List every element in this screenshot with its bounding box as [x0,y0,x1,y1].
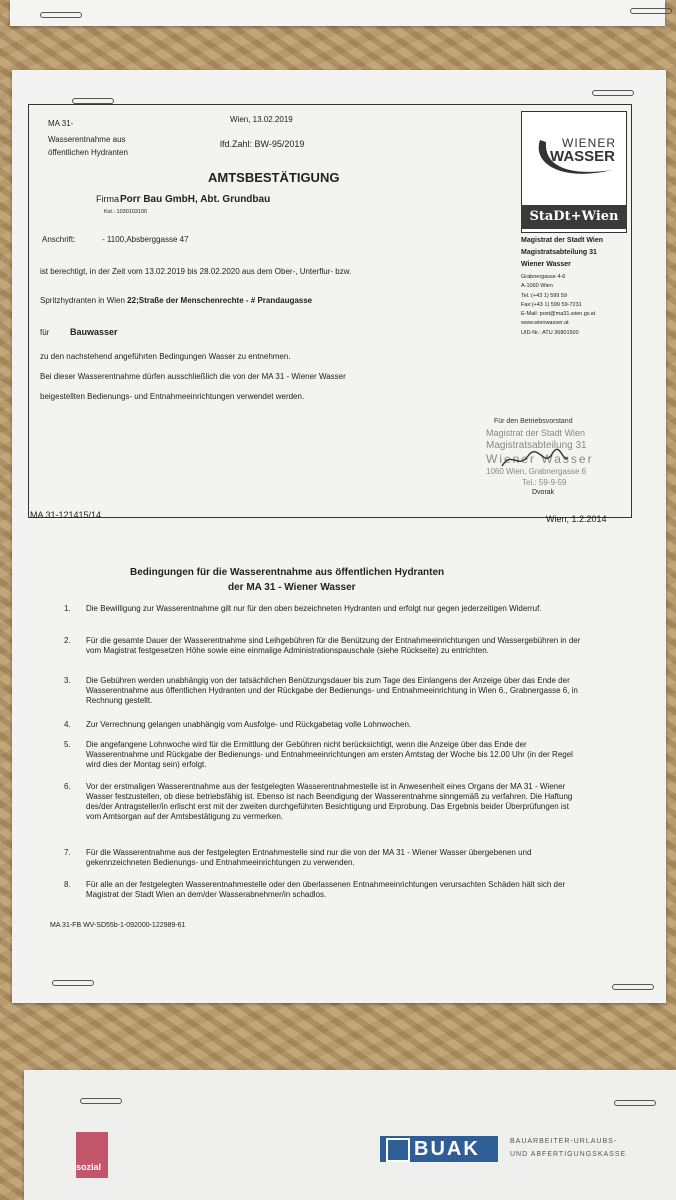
office-line7: Fax:(+43 1) 599 59-7231 [521,302,582,308]
office-line4: Grabnergasse 4-6 [521,274,566,280]
document-date: Wien, 1.2.2014 [546,514,607,524]
condition-text: Für die gesamte Dauer der Wasserentnahme sind Leihgebühren für die Benützung der Entnahmeeinrichtungen und Wassergebühren in der vom Magistrat festgesetzen Höhe sowie eine einmalige Administrationspauschale (siehe Rückseite) zu entrichten. [86,636,581,655]
office-line9: www.wienwasser.at [521,320,569,326]
stamp-line3: Wiener Wasser [486,452,594,466]
condition-text: Die Bewilligung zur Wasserentnahme gilt nur für den oben bezeichneten Hydranten und erfolgt nur gegen jederzeitigen Widerruf. [86,604,542,613]
condition-text: Für alle an der festgelegten Wasserentnahmestelle oder den überlassenen Entnahmeeinrichtungen verursachten Schäden hält sich der Magistrat der Stadt Wien an dem/der Wasserabnehmer/in schadlos. [86,880,566,899]
paper-clip [592,90,634,96]
buak-subtitle-line2: UND ABFERTIGUNGSKASSE [510,1151,627,1158]
address-value: - 1100,Absberggasse 47 [102,235,189,244]
firm-name: Porr Bau GmbH, Abt. Grundbau [120,194,271,205]
buak-logo-text: BUAK [414,1138,480,1160]
dept-line2: Wasserentnahme aus [48,135,126,144]
buak-subtitle-line1: BAUARBEITER-URLAUBS- [510,1138,618,1145]
hydrant-location: 22;Straße der Menschenrechte - # Prandaugasse [127,296,313,305]
amtsbestaetigung-document [12,70,666,1003]
top-paper-edge [10,0,665,26]
condition-number: 6. [64,782,71,791]
buak-mark-icon [386,1138,410,1162]
paper-clip [52,980,94,986]
conditions-title-line2: der MA 31 - Wiener Wasser [228,582,356,593]
logo-wiener-text: WIENER [562,136,616,150]
office-line10: UID-Nr.: ATU 36801500 [521,330,579,336]
issue-date: Wien, 13.02.2019 [230,115,293,124]
condition-number: 2. [64,636,71,645]
office-line5: A-1060 Wien [521,283,553,289]
logo-swoosh-icon [532,134,616,184]
permission-line2-prefix: Spritzhydranten in Wien [40,296,125,305]
office-line1: Magistrat der Stadt Wien [521,237,604,244]
condition-number: 8. [64,880,71,889]
permission-line3: zu den nachstehend angeführten Bedingungen Wasser zu entnehmen. [40,352,291,361]
form-code: MA 31-FB WV-SD55b-1-092000-122989-61 [50,922,186,929]
condition-text: Für die Wasserentnahme aus der festgelegten Entnahmestelle sind nur die von der MA 31 - Wiener Wasser übergebenen und gekennzeichneten Bedienungs- und Entnahmeeinrichtungen zu verwenden. [86,848,532,867]
condition-text: Die Gebühren werden unabhängig von der tatsächlichen Benützungsdauer bis zum Tage des Einlangens der Anzeige über das Ende der Wasserentnahme aus öffentlichen Hydranten und der Rückgabe der Bedienungs- und Entnahmeeinrichtung in Wien 6., Grabnergasse 6, in Rechnung gestellt. [86,676,578,705]
condition-text: Zur Verrechnung gelangen unabhängig vom Ausfolge- und Rückgabetag volle Lohnwochen. [86,720,412,729]
dept-line3: öffentlichen Hydranten [48,148,128,157]
address-label: Anschrift: [42,235,76,244]
bottom-notice-sheet [24,1070,676,1200]
office-line3: Wiener Wasser [521,261,571,268]
stamp-line1: Magistrat der Stadt Wien [486,428,586,438]
dept-label: MA 31- [48,119,74,128]
condition-number: 1. [64,604,71,613]
signature-scribble [500,448,570,472]
paper-clip [80,1098,122,1104]
reference-number: lfd.Zahl: BW-95/2019 [220,139,305,149]
buak-logo [380,1136,498,1162]
firm-prefix: Firma [96,194,119,204]
stadt-wien-bar: StaDt+Wien [521,205,627,229]
condition-text: Vor der erstmaligen Wasserentnahme aus der festgelegten Wasserentnahmestelle ist in Anwesenheit eines Organs der MA 31 - Wiener Wasser festzustellen, ob diese betriebsfähig ist. Ebenso ist nach Beendigung der Wasserentnahme sinngemäß zu verfahren. Die Haftung des/der Antragsteller/in erlischt erst mit der zweiten durchgeführten Besichtigung und Erprobung. Das Ergebnis beider Überprüfungen ist vom Amtsorgan auf der Amtsbestätigung zu vermerken. [86,782,573,821]
document-reference: MA 31-121415/14 [30,510,102,520]
permission-line1: ist berechtigt, in der Zeit vom 13.02.2019 bis 28.02.2020 aus dem Ober-, Unterflur- bzw. [40,267,352,276]
paper-clip [612,984,654,990]
for-label: für [40,328,50,337]
office-line8: E-Mail: post@ma31.wien.gv.at [521,311,596,317]
paper-clip [40,12,82,18]
stamp-signer: Dvorak [532,489,555,496]
logo-wasser-text: WASSER [550,148,616,165]
office-line2: Magistratsabteilung 31 [521,249,597,256]
stamp-line5: Tel.: 59-9-59 [522,478,567,487]
condition-number: 4. [64,720,71,729]
stamp-heading: Für den Betriebsvorstand [494,418,573,425]
firm-kst: Kst.: 1030103100 [104,209,148,215]
permission-line2 [40,296,312,305]
condition-text: Die angefangene Lohnwoche wird für die Ermittlung der Gebühren nicht berücksichtigt, wenn die Anzeige über das Ende der Wasserentnahme und Rückgabe der Bedienungs- und Entnahmeeinrichtungen am ersten Amtstag der Woche bis 12.00 Uhr (in der Regel wird dies der Montag sein) erfolgt. [86,740,573,769]
permission-line4: Bei dieser Wasserentnahme dürfen ausschließlich die von der MA 31 - Wiener Wasser [40,372,346,381]
stamp-line4: 1060 Wien, Grabnergasse 6 [486,467,587,476]
paper-clip [614,1100,656,1106]
sozial-logo-text: sozial [76,1162,102,1172]
stamp-line2: Magistratsabteilung 31 [486,440,587,451]
conditions-title-line1: Bedingungen für die Wasserentnahme aus öffentlichen Hydranten [130,567,445,578]
document-title: AMTSBESTÄTIGUNG [208,170,340,185]
condition-number: 7. [64,848,71,857]
condition-number: 5. [64,740,71,749]
permission-line5: beigestellten Bedienungs- und Entnahmeeinrichtungen verwendet werden. [40,392,305,401]
condition-number: 3. [64,676,71,685]
office-line6: Tel.:(+43 1) 599 59 [521,293,568,299]
paper-clip [630,8,672,14]
purpose-value: Bauwasser [70,327,118,337]
